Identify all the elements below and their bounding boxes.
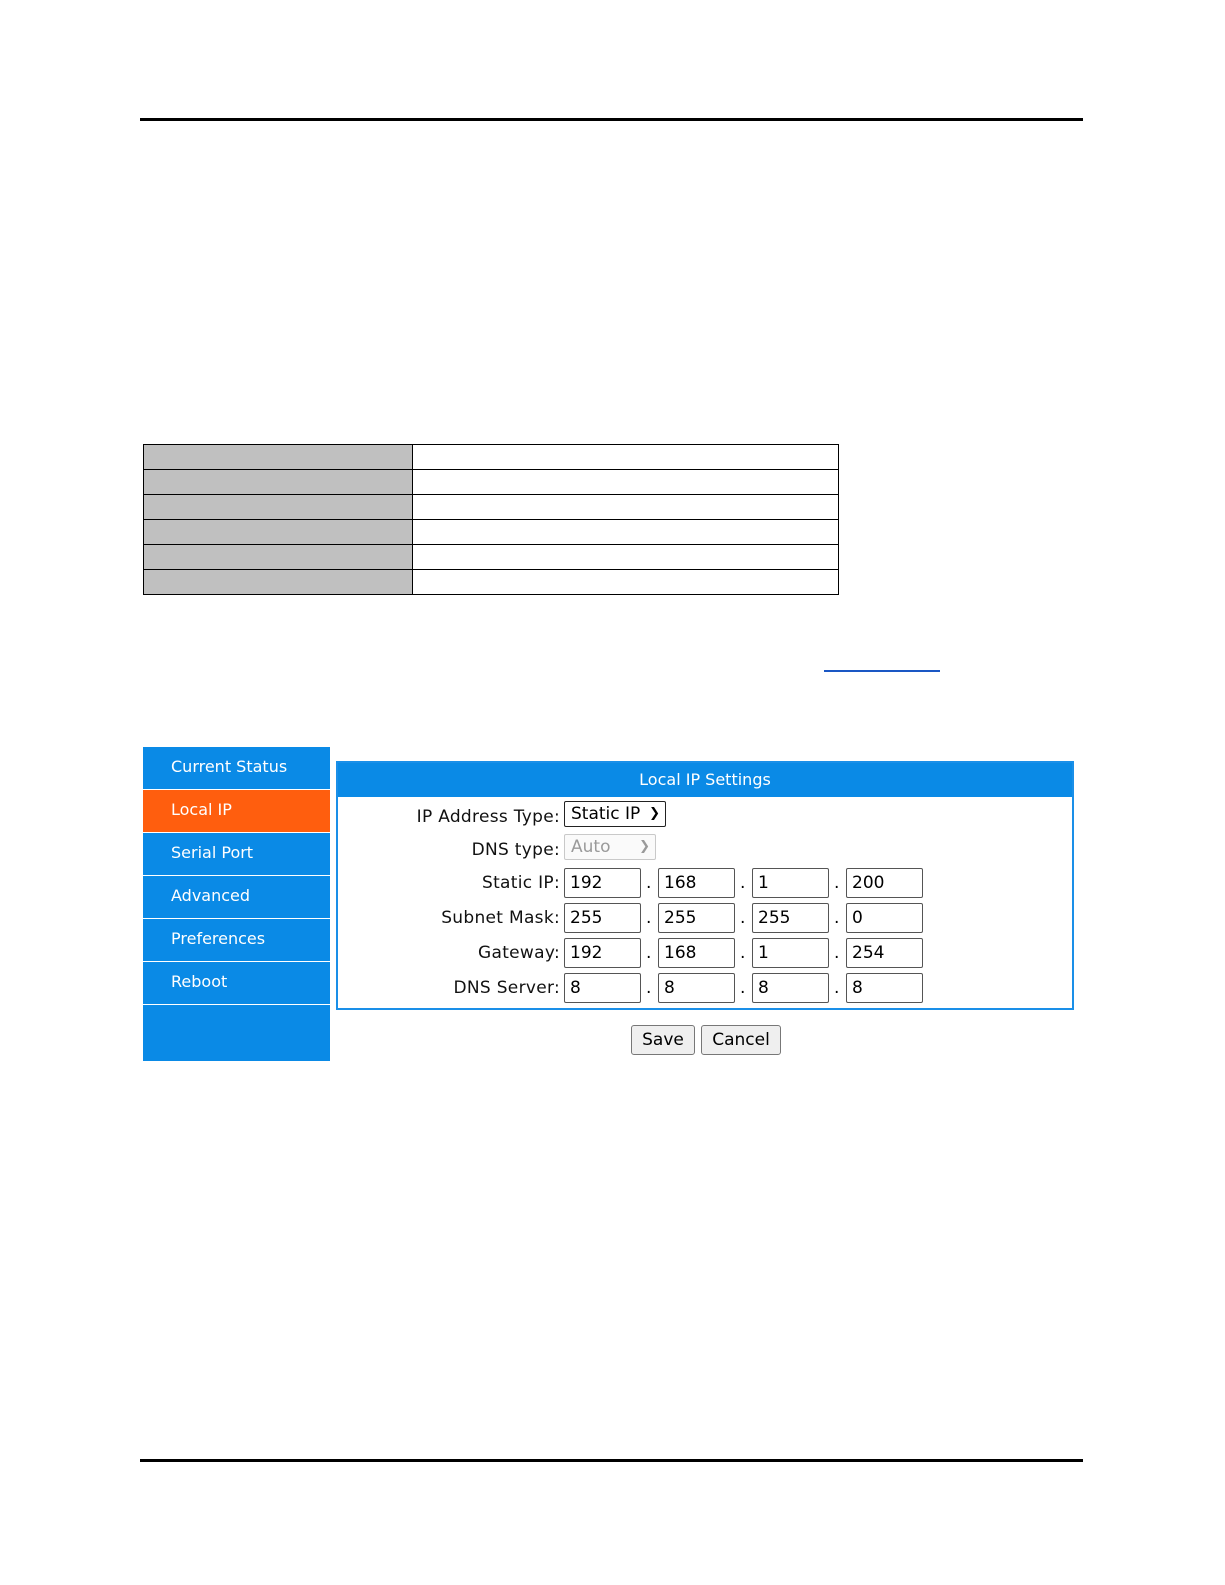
octet-dot: . xyxy=(646,943,652,963)
ip-address-type-value: Static IP xyxy=(571,804,641,824)
dns-server-octet-4[interactable]: 8 xyxy=(846,973,923,1003)
sidebar-item-current-status[interactable]: Current Status xyxy=(143,747,330,790)
static-ip-octet-2[interactable]: 168 xyxy=(658,868,735,898)
static-ip-row xyxy=(338,867,1072,899)
sidebar-item-serial-port[interactable]: Serial Port xyxy=(143,833,330,876)
table-row xyxy=(144,545,839,570)
blank-table xyxy=(143,444,839,595)
gateway-octet-3[interactable]: 1 xyxy=(752,938,829,968)
ip-address-type-label: IP Address Type: xyxy=(416,807,560,827)
gateway-row xyxy=(338,937,1072,969)
cancel-button[interactable]: Cancel xyxy=(701,1025,781,1055)
gateway-label: Gateway: xyxy=(478,943,560,963)
subnet-mask-octet-1[interactable]: 255 xyxy=(564,903,641,933)
dns-server-octet-2[interactable]: 8 xyxy=(658,973,735,1003)
gateway-octet-4[interactable]: 254 xyxy=(846,938,923,968)
panel-title: Local IP Settings xyxy=(338,763,1072,797)
dns-server-label: DNS Server: xyxy=(453,978,560,998)
subnet-mask-octet-2[interactable]: 255 xyxy=(658,903,735,933)
local-ip-settings-panel xyxy=(336,761,1074,1010)
table-row xyxy=(144,495,839,520)
sidebar-item-advanced[interactable]: Advanced xyxy=(143,876,330,919)
dns-server-row xyxy=(338,972,1072,1004)
header-rule xyxy=(140,118,1083,121)
hyperlink-underline[interactable] xyxy=(824,670,940,672)
save-button[interactable]: Save xyxy=(631,1025,695,1055)
dns-type-row xyxy=(338,834,1072,866)
dns-type-label: DNS type: xyxy=(471,840,560,860)
dns-server-octet-3[interactable]: 8 xyxy=(752,973,829,1003)
sidebar-item-reboot[interactable]: Reboot xyxy=(143,962,330,1005)
gateway-octet-2[interactable]: 168 xyxy=(658,938,735,968)
octet-dot: . xyxy=(834,908,840,928)
ip-address-type-select[interactable] xyxy=(564,801,666,827)
chevron-down-icon: ❯ xyxy=(649,806,660,821)
static-ip-octet-3[interactable]: 1 xyxy=(752,868,829,898)
chevron-down-icon: ❯ xyxy=(639,839,650,854)
octet-dot: . xyxy=(740,908,746,928)
dns-server-octet-1[interactable]: 8 xyxy=(564,973,641,1003)
static-ip-label: Static IP: xyxy=(481,873,560,893)
subnet-mask-label: Subnet Mask: xyxy=(441,908,560,928)
sidebar-item-preferences[interactable]: Preferences xyxy=(143,919,330,962)
subnet-mask-octet-3[interactable]: 255 xyxy=(752,903,829,933)
table-row xyxy=(144,470,839,495)
gateway-octet-1[interactable]: 192 xyxy=(564,938,641,968)
octet-dot: . xyxy=(834,978,840,998)
static-ip-octet-1[interactable]: 192 xyxy=(564,868,641,898)
octet-dot: . xyxy=(740,943,746,963)
dns-type-value: Auto xyxy=(571,837,611,857)
dns-type-select xyxy=(564,834,656,860)
octet-dot: . xyxy=(834,873,840,893)
subnet-mask-row xyxy=(338,902,1072,934)
octet-dot: . xyxy=(646,978,652,998)
table-row xyxy=(144,520,839,545)
sidebar-nav xyxy=(143,747,330,1061)
table-row xyxy=(144,445,839,470)
octet-dot: . xyxy=(834,943,840,963)
ip-address-type-row xyxy=(338,801,1072,833)
octet-dot: . xyxy=(740,978,746,998)
sidebar-item-local-ip[interactable]: Local IP xyxy=(143,790,330,833)
footer-rule xyxy=(140,1459,1083,1462)
table-row xyxy=(144,570,839,595)
octet-dot: . xyxy=(646,873,652,893)
octet-dot: . xyxy=(646,908,652,928)
octet-dot: . xyxy=(740,873,746,893)
subnet-mask-octet-4[interactable]: 0 xyxy=(846,903,923,933)
static-ip-octet-4[interactable]: 200 xyxy=(846,868,923,898)
